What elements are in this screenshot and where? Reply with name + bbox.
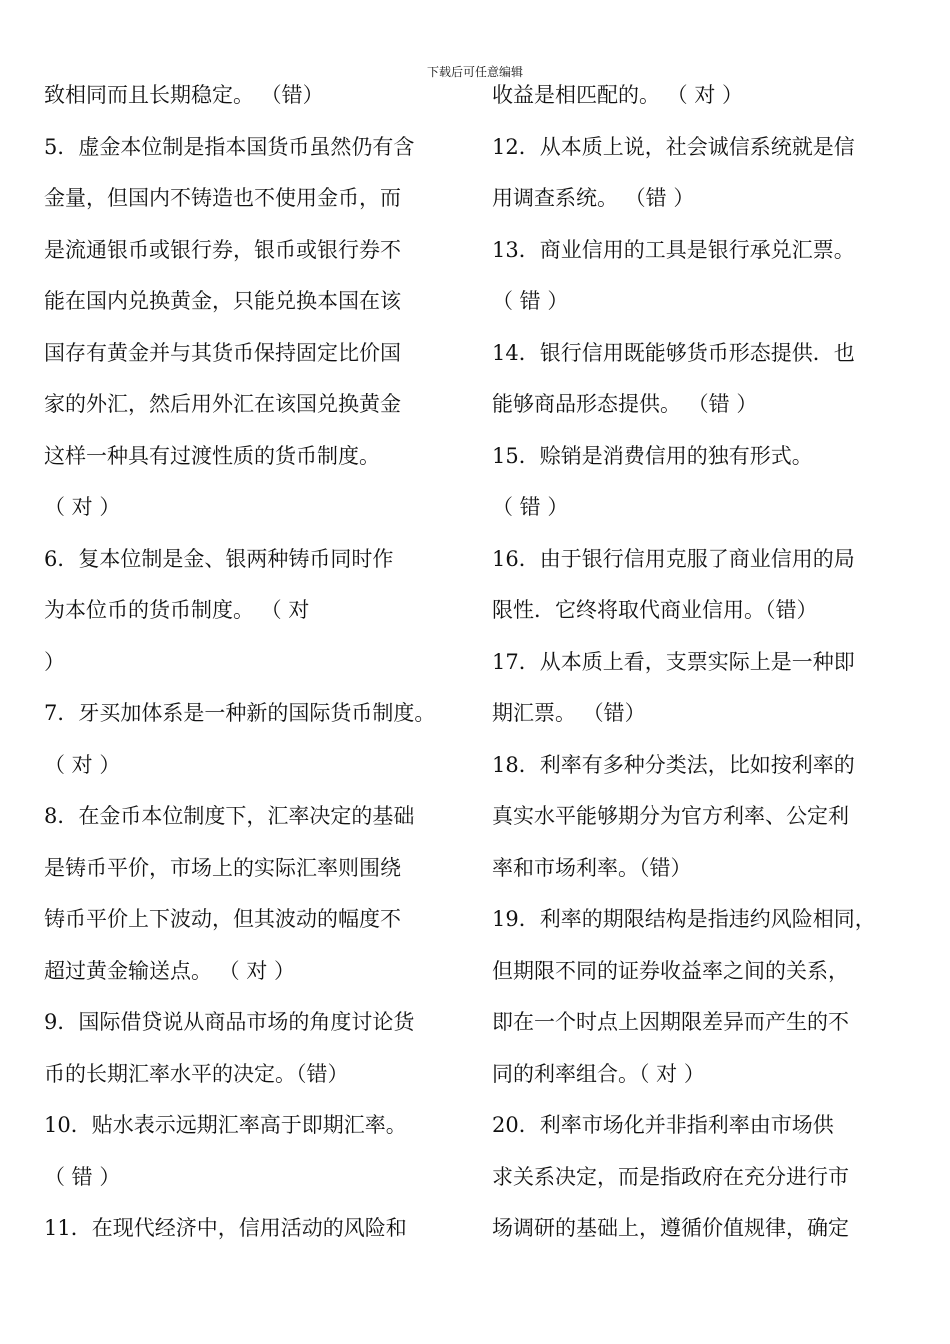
text-line: 铸币平价上下波动，但其波动的幅度不 [44, 907, 401, 931]
text-line: 6．复本位制是金、银两种铸币同时作 [44, 546, 394, 571]
text-line: 收益是相匹配的。 （ 对 ） [492, 83, 744, 107]
text-line: 真实水平能够期分为官方利率、公定利 [492, 804, 849, 828]
text-line: 限性．它终将取代商业信用。（错） [492, 598, 818, 622]
text-line: 但期限不同的证券收益率之间的关系， [492, 958, 849, 983]
text-line: 家的外汇，然后用外汇在该国兑换黄金 [44, 392, 401, 416]
text-line: 是铸币平价，市场上的实际汇率则围绕 [44, 855, 401, 880]
text-line: 国存有黄金并与其货币保持固定比价国 [44, 340, 401, 365]
text-line: （ 对 ） [44, 495, 121, 519]
text-line: 率和市场利率。（错） [492, 855, 692, 880]
text-line: 9．国际借贷说从商品市场的角度讨论货 [44, 1010, 415, 1034]
text-line: 场调研的基础上，遵循价值规律，确定 [492, 1216, 849, 1240]
text-line: 15．赊销是消费信用的独有形式。 [492, 443, 813, 468]
text-line: 币的长期汇率水平的决定。（错） [44, 1061, 349, 1086]
text-line: 18．利率有多种分类法，比如按利率的 [492, 752, 855, 777]
left-column [44, 70, 476, 1255]
text-line: 期汇票。 （错） [492, 701, 646, 725]
text-line: 是流通银币或银行券，银币或银行券不 [44, 237, 401, 262]
text-line: ） [44, 649, 65, 674]
text-line: 为本位币的货币制度。 （ 对 [44, 598, 310, 622]
text-line: 即在一个时点上因期限差异而产生的不 [492, 1010, 849, 1034]
text-line: 10．贴水表示远期汇率高于即期汇率。 [44, 1113, 407, 1137]
text-line: 20．利率市场化并非指利率由市场供 [492, 1113, 834, 1137]
text-line: 19．利率的期限结构是指违约风险相同， [492, 907, 876, 931]
text-line: 这样一种具有过渡性质的货币制度。 [44, 443, 380, 468]
text-line: 用调查系统。 （错 ） [492, 186, 695, 210]
text-line: 能在国内兑换黄金，只能兑换本国在该 [44, 289, 401, 313]
text-line: 同的利率组合。（ 对 ） [492, 1061, 705, 1086]
text-line: （ 对 ） [44, 752, 121, 777]
right-column [492, 70, 912, 1255]
text-line: 11．在现代经济中，信用活动的风险和 [44, 1216, 407, 1240]
text-line: （ 错 ） [44, 1164, 121, 1189]
text-line: 12．从本质上说，社会诚信系统就是信 [492, 134, 855, 159]
text-line: 5．虚金本位制是指本国货币虽然仍有含 [44, 134, 415, 159]
page-header: 下载后可任意编辑 [426, 65, 523, 79]
text-line: （ 错 ） [492, 495, 569, 519]
text-line: （ 错 ） [492, 289, 569, 313]
text-line: 能够商品形态提供。 （错 ） [492, 392, 758, 416]
text-line: 金量，但国内不铸造也不使用金币，而 [44, 186, 401, 210]
text-line: 16．由于银行信用克服了商业信用的局 [492, 546, 855, 571]
text-line: 7．牙买加体系是一种新的国际货币制度。 [44, 701, 436, 725]
text-line: 17．从本质上看，支票实际上是一种即 [492, 649, 855, 674]
text-line: 致相同而且长期稳定。 （错） [44, 83, 324, 107]
text-line: 14．银行信用既能够货币形态提供．也 [492, 340, 855, 365]
text-line: 13．商业信用的工具是银行承兑汇票。 [492, 237, 855, 262]
text-line: 超过黄金输送点。 （ 对 ） [44, 958, 296, 983]
text-line: 求关系决定，而是指政府在充分进行市 [492, 1164, 849, 1189]
text-line: 8．在金币本位制度下，汇率决定的基础 [44, 804, 415, 828]
